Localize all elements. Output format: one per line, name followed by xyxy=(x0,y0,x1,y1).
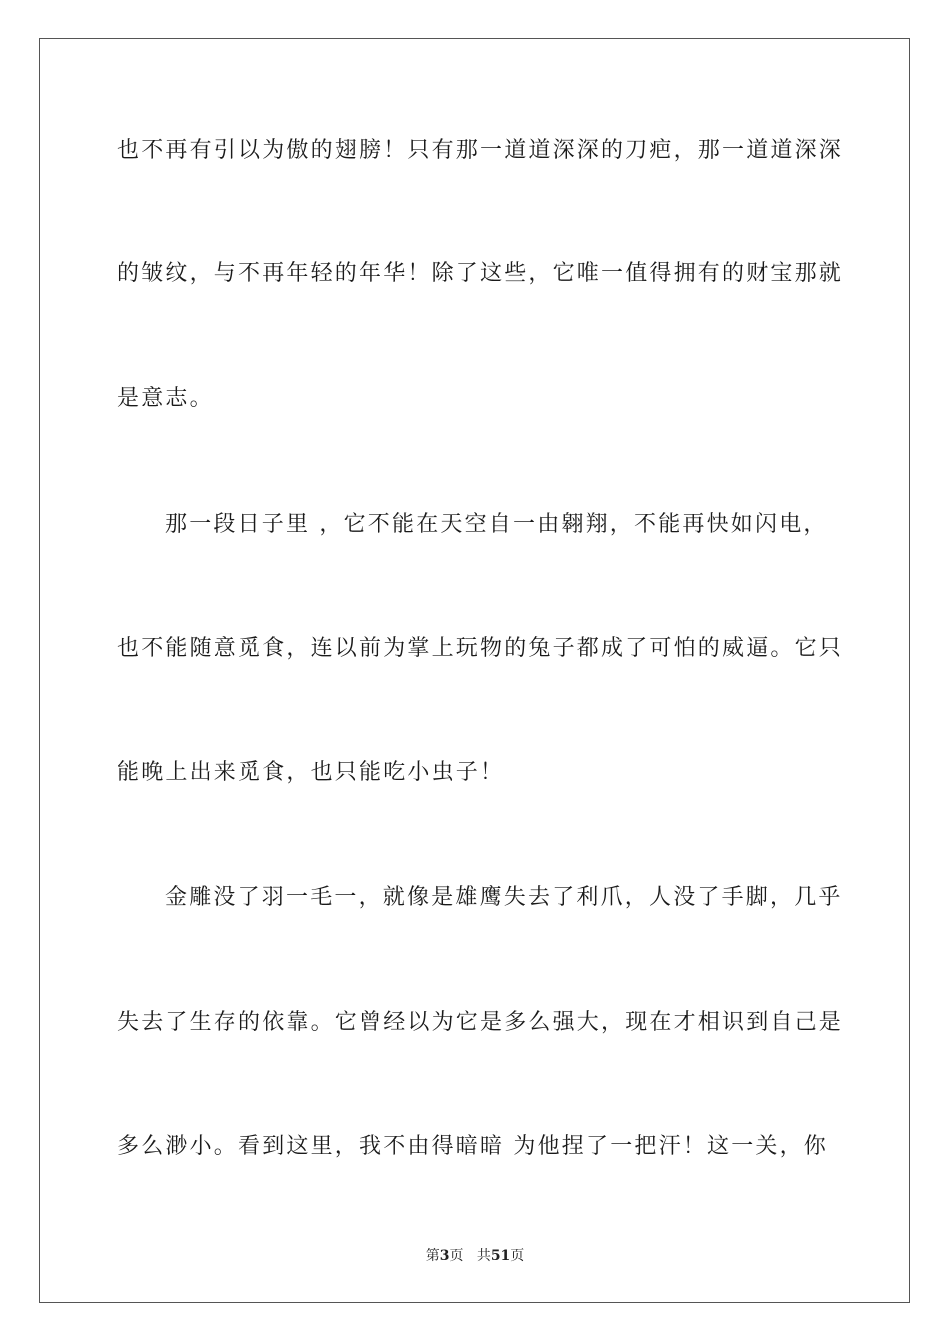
footer-total-prefix: 共 xyxy=(476,1248,491,1264)
text-line: 也不再有引以为傲的翅膀！只有那一道道深深的刀疤，那一道道深深 xyxy=(117,138,844,163)
footer-total-suffix: 页 xyxy=(510,1248,525,1264)
text-line: 是意志。 xyxy=(117,386,214,411)
page-border xyxy=(39,38,910,1303)
current-page-number: 3 xyxy=(439,1248,450,1264)
footer-page-suffix: 页 xyxy=(449,1248,464,1264)
page-footer xyxy=(0,1246,950,1266)
text-line: 能晚上出来觅食，也只能吃小虫子！ xyxy=(117,760,505,785)
text-line: 的皱纹，与不再年轻的年华！除了这些，它唯一值得拥有的财宝那就 xyxy=(117,261,844,286)
text-line: 那一段日子里 ，它不能在天空自一由翱翔，不能再快如闪电， xyxy=(165,512,828,537)
total-pages-number: 51 xyxy=(490,1248,511,1264)
text-line: 多么渺小。看到这里，我不由得暗暗 为他捏了一把汗！这一关，你 xyxy=(117,1134,828,1159)
text-line: 也不能随意觅食，连以前为掌上玩物的兔子都成了可怕的威逼。它只 xyxy=(117,636,844,661)
footer-prefix: 第 xyxy=(425,1248,440,1264)
text-line: 金雕没了羽一毛一，就像是雄鹰失去了利爪，人没了手脚，几乎 xyxy=(165,885,843,910)
text-line: 失去了生存的依靠。它曾经以为它是多么强大，现在才相识到自己是 xyxy=(117,1010,844,1035)
